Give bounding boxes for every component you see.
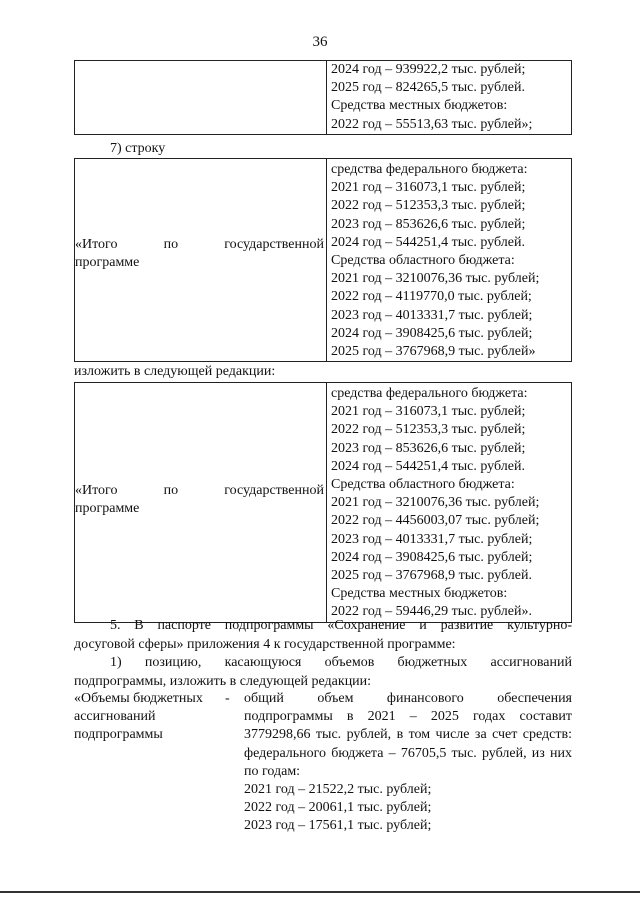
position-right-line: 2022 год – 20061,1 тыс. рублей; [244, 800, 432, 816]
table-old-line: 2023 год – 4013331,7 тыс. рублей; [331, 307, 533, 323]
table-new-line: 2023 год – 4013331,7 тыс. рублей; [331, 531, 533, 547]
table-top-line: 2025 год – 824265,5 тыс. рублей. [331, 80, 525, 96]
paragraph-5 [74, 617, 572, 654]
table-new-line: 2022 год – 4456003,07 тыс. рублей; [331, 513, 540, 529]
table-old-line: 2022 год – 4119770,0 тыс. рублей; [331, 289, 532, 305]
table-new-line: 2022 год – 512353,3 тыс. рублей; [331, 422, 526, 438]
table-old-left-label-cont: программе [75, 255, 140, 270]
position-right-text [244, 690, 572, 836]
paragraph-5-1 [74, 654, 572, 691]
table-new-line: Средства местных бюджетов: [331, 586, 508, 602]
paragraph-5-1-line: подпрограммы, изложить в следующей редакции: [74, 673, 372, 689]
table-old-line: 2023 год – 853626,6 тыс. рублей; [331, 216, 526, 232]
table-old-right-cell [327, 159, 572, 362]
paragraph-5-line: досуговой сферы» приложения 4 к государственной программе: [74, 636, 456, 652]
table-new-line: 2024 год – 544251,4 тыс. рублей. [331, 458, 525, 474]
table-top-line: 2024 год – 939922,2 тыс. рублей; [331, 62, 526, 77]
position-left-label [74, 690, 226, 744]
position-right-line: подпрограммы в 2021 – 2025 годах составит [244, 709, 572, 725]
table-old-line: 2024 год – 544251,4 тыс. рублей. [331, 234, 525, 250]
table-new-line: 2024 год – 3908425,6 тыс. рублей; [331, 549, 533, 565]
table-new-right-cell [327, 383, 572, 623]
table-old-line: 2021 год – 3210076,36 тыс. рублей; [331, 271, 540, 287]
position-left-line: «Объемы бюджетных [74, 691, 203, 706]
table-new-line: 2025 год – 3767968,9 тыс. рублей. [331, 568, 532, 584]
table-top-right-cell [327, 61, 572, 135]
item-7-label: 7) строку [110, 141, 166, 156]
table-new-line: 2021 год – 3210076,36 тыс. рублей; [331, 495, 540, 511]
table-new-left-label: «Итого по государственной [75, 483, 324, 498]
position-right-line: федерального бюджета – 76705,5 тыс. рублей, из них [244, 745, 572, 761]
table-old-row [74, 158, 572, 362]
table-new-left-cell [75, 383, 327, 623]
table-new-left-label-cont: программе [75, 501, 140, 516]
position-left-line: ассигнований [74, 709, 156, 724]
page-number: 36 [312, 34, 328, 50]
table-new-row [74, 382, 572, 623]
table-old-line: 2022 год – 512353,3 тыс. рублей; [331, 198, 526, 214]
table-new-line: 2022 год – 59446,29 тыс. рублей». [331, 604, 532, 620]
replace-label: изложить в следующей редакции: [74, 364, 276, 379]
position-right-line: 2021 год – 21522,2 тыс. рублей; [244, 782, 432, 798]
table-old-line: 2021 год – 316073,1 тыс. рублей; [331, 180, 526, 196]
page-bottom-rule [0, 891, 640, 893]
paragraph-5-1-line: 1) позицию, касающуюся объемов бюджетных ассигнований [110, 655, 572, 670]
position-right-line: 2023 год – 17561,1 тыс. рублей; [244, 818, 432, 834]
table-new-line: Средства областного бюджета: [331, 477, 515, 493]
position-left-line: подпрограммы [74, 727, 163, 742]
table-old-line: 2025 год – 3767968,9 тыс. рублей» [331, 344, 536, 360]
position-dash: - [225, 691, 230, 706]
paragraph-5-line: 5. В паспорте подпрограммы «Сохранение и развитие культурно- [110, 618, 572, 633]
position-right-line: общий объем финансового обеспечения [244, 691, 572, 706]
position-right-line: по годам: [244, 763, 301, 779]
table-new-line: 2021 год – 316073,1 тыс. рублей; [331, 404, 526, 420]
table-old-left-label: «Итого по государственной [75, 237, 324, 252]
position-right-line: 3779298,66 тыс. рублей, в том числе за счет средств: [244, 727, 572, 743]
table-old-line: средства федерального бюджета: [331, 162, 528, 177]
table-old-line: 2024 год – 3908425,6 тыс. рублей; [331, 325, 533, 341]
table-old-line: Средства областного бюджета: [331, 253, 515, 269]
table-top-left-cell [75, 61, 327, 135]
table-new-line: средства федерального бюджета: [331, 386, 528, 401]
table-top-line: 2022 год – 55513,63 тыс. рублей»; [331, 116, 533, 132]
table-new-line: 2023 год – 853626,6 тыс. рублей; [331, 440, 526, 456]
table-top-line: Средства местных бюджетов: [331, 98, 508, 114]
table-top-continuation [74, 60, 572, 135]
table-old-left-cell [75, 159, 327, 362]
